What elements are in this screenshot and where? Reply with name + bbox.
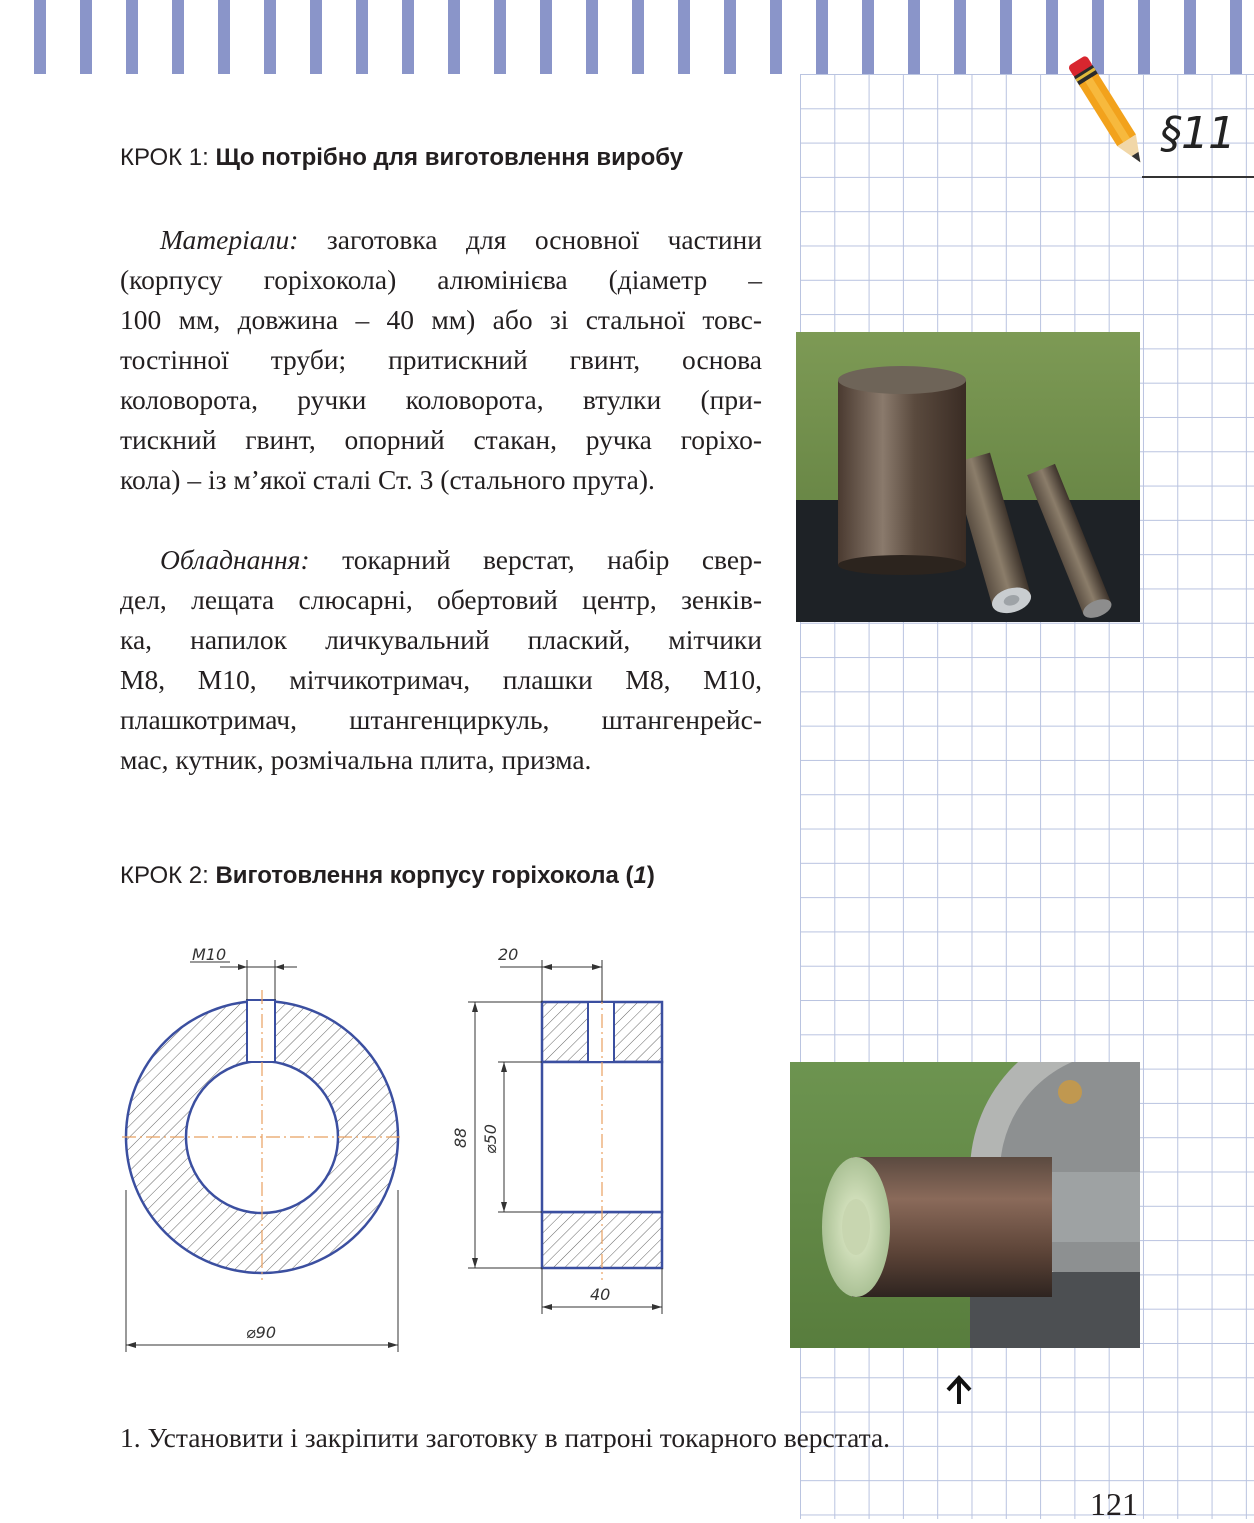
front-view — [122, 945, 402, 1352]
materials-photo — [796, 332, 1140, 622]
materials-line: (корпусу горіхокола) алюмінієва (діаметр – — [120, 264, 762, 295]
arrow-up-icon — [944, 1374, 974, 1406]
width-top-label: 20 — [498, 945, 519, 964]
equipment-line: мас, кутник, розмічальна плита, призма. — [120, 744, 592, 775]
pencil-icon — [1062, 34, 1152, 184]
page-number: 121 — [1090, 1486, 1138, 1522]
inner-diameter-label: ⌀50 — [481, 1124, 500, 1154]
thread-label: M10 — [192, 945, 227, 964]
length-label: 40 — [590, 1285, 611, 1304]
instruction-text: 1. Установити і закріпити заготовку в патроні токарного верстата. — [120, 1422, 891, 1453]
technical-drawing — [110, 930, 690, 1370]
materials-line: Матеріали: заготовка для основної частини — [160, 224, 762, 255]
step2-heading — [120, 862, 655, 890]
equipment-line: Обладнання: токарний верстат, набір свер- — [160, 544, 762, 575]
materials-line: кола) – із м’якої сталі Ст. 3 (стального прута). — [120, 464, 655, 495]
section-mark: §11 — [1160, 108, 1235, 159]
lathe-photo — [790, 1062, 1140, 1348]
outer-diameter-label: ⌀90 — [246, 1323, 276, 1342]
step1-prefix: КРОК 1: — [120, 144, 216, 171]
materials-paragraph — [120, 220, 762, 500]
side-section — [451, 945, 662, 1314]
equipment-label: Обладнання: — [160, 544, 310, 575]
equipment-line: ка, напилок личкувальний плаский, мітчики — [120, 624, 762, 655]
materials-line: тискний гвинт, опорний стакан, ручка горіхо- — [120, 424, 762, 455]
step2-prefix: КРОК 2: — [120, 862, 216, 889]
equipment-paragraph — [120, 540, 762, 780]
height-total-label: 88 — [451, 1127, 470, 1148]
materials-line: коловорота, ручки коловорота, втулки (при- — [120, 384, 762, 415]
equipment-line: плашкотримач, штангенциркуль, штангенрейс- — [120, 704, 762, 735]
equipment-line: М8, М10, мітчикотримач, плашки М8, М10, — [120, 664, 762, 695]
equipment-line: дел, лещата слюсарні, обертовий центр, зенків- — [120, 584, 762, 615]
step1-title: Що потрібно для виготовлення виробу — [215, 144, 684, 171]
materials-label: Матеріали: — [160, 224, 299, 255]
step2-title: Виготовлення корпусу горіхокола (1) — [215, 862, 655, 889]
step1-heading — [120, 144, 683, 172]
materials-line: тостінної труби; притискний гвинт, основа — [120, 344, 762, 375]
materials-line: 100 мм, довжина – 40 мм) або зі стальної товс- — [120, 304, 762, 335]
section-rule — [1142, 176, 1254, 178]
step2-number: 1 — [633, 862, 647, 889]
